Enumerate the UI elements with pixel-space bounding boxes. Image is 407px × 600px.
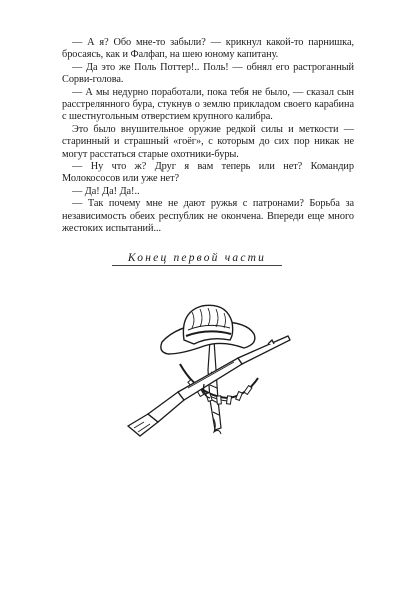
paragraph-1: — А я? Обо мне-то забыли? — крикнул какой-то парнишка, бросаясь, как и Фалфап, на шею юному капитану. — [62, 37, 354, 61]
part-ending: Конец первой части — [112, 252, 282, 266]
body-text — [62, 37, 354, 236]
paragraph-6: — Да! Да! Да!.. — [72, 185, 140, 197]
paragraph-3: — А мы недурно поработали, пока тебя не было, — сказал сын расстрелянного бура, стукнув о землю прикладом своего карабина с шестнугольным отверстием крупного калибра. — [62, 86, 354, 123]
paragraph-2: — Да это же Поль Поттер!.. Поль! — обнял его растроганный Сорви-голова. — [62, 61, 354, 86]
hat-and-rifle-illustration — [118, 300, 298, 445]
paragraph-4: Это было внушительное оружие редкой силы и меткости — старинный и страшный «гоёг», с которым до сих пор никак не могут расстаться старые охотники-буры. — [62, 123, 354, 160]
paragraph-5: — Ну что ж? Друг я вам теперь или нет? Командир Молокососов или уже нет? — [62, 161, 354, 185]
paragraph-7: — Так почему мне не дают ружья с патронами? Борьба за независимость обеих республик не окончена. Впереди еще много жестоких испытаний... — [62, 198, 354, 235]
